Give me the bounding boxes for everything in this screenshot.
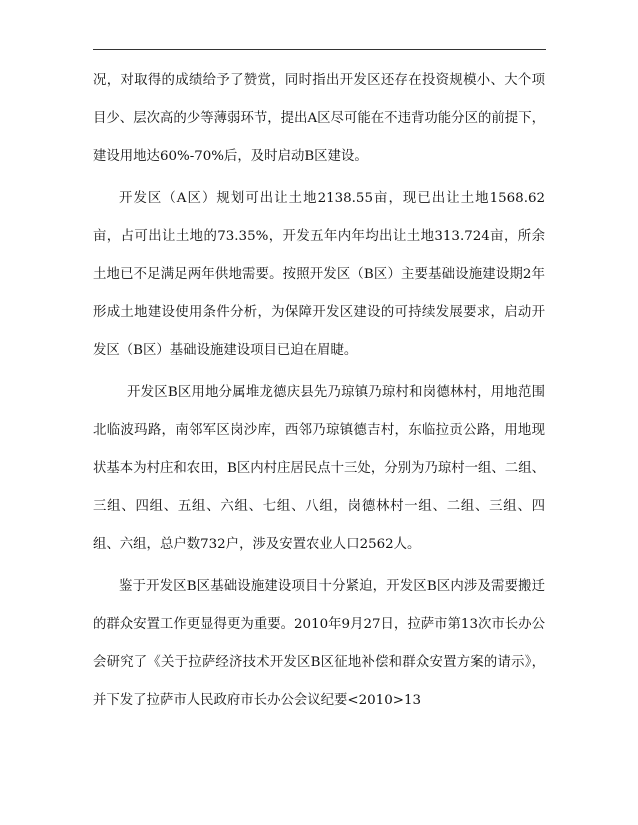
paragraph-4: 鉴于开发区B区基础设施建设项目十分紧迫，开发区B区内涉及需要搬迁的群众安置工作更显得更为重要。2010年9月27日，拉萨市第13次市长办公会研究了《关于拉萨经济技术开发区B区征地补偿和群众安置方案的请示》，并下发了拉萨市人民政府市长办公会议纪要<2010>13 bbox=[93, 579, 545, 708]
header-rule bbox=[93, 49, 546, 50]
paragraph-3: 开发区B区用地分属堆龙德庆县先乃琼镇乃琼村和岗德林村，用地范围北临波玛路，南邻军区岗沙库，西邻乃琼镇德吉村，东临拉贡公路，用地现状基本为村庄和农田，B区内村庄居民点十三处，分别为乃琼村一组、二组、三组、四组、五组、六组、七组、八组，岗德林村一组、二组、三组、四组、六组，总户数732户，涉及安置农业人口2562人。 bbox=[93, 385, 545, 552]
paragraph-1: 况，对取得的成绩给予了赞赏，同时指出开发区还存在投资规模小、大个项目少、层次高的少等薄弱环节，提出A区尽可能在不违背功能分区的前提下，建设用地达60%-70%后，及时启动B区建设。 bbox=[93, 73, 545, 164]
document-body bbox=[93, 62, 545, 720]
paragraph-2: 开发区（A区）规划可出让土地2138.55亩，现已出让土地1568.62亩，占可出让土地的73.35%，开发五年内年均出让土地313.724亩，所余土地已不足满足两年供地需要。按照开发区（B区）主要基础设施建设期2年形成土地建设使用条件分析，为保障开发区建设的可持续发展要求，启动开发区（B区）基础设施建设项目已迫在眉睫。 bbox=[93, 191, 545, 358]
